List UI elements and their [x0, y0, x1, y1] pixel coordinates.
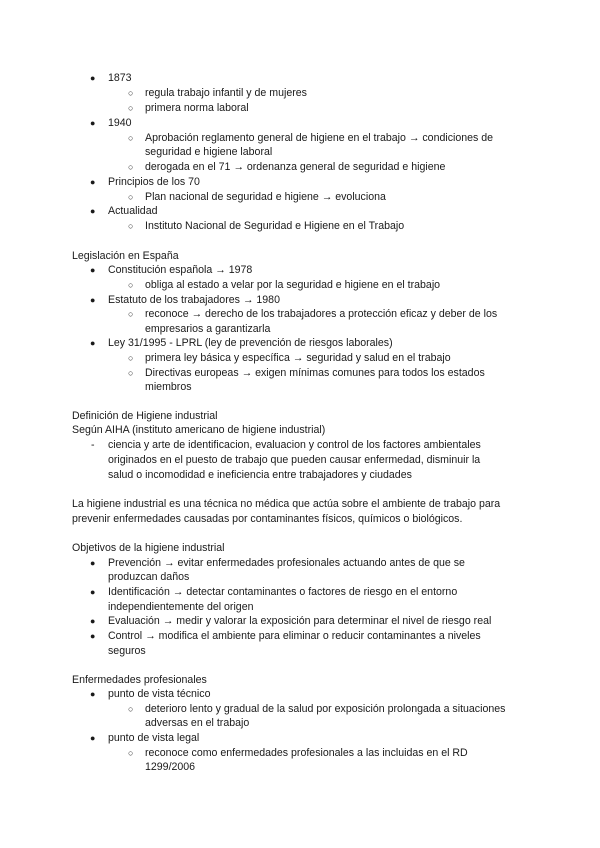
list-item: reconoce → derecho de los trabajadores a protección eficaz y deber de los	[145, 308, 498, 320]
list-item: 1299/2006	[145, 761, 196, 773]
bullet-icon: ●	[90, 689, 96, 699]
list-item: empresarios a garantizarla	[145, 323, 271, 335]
source-line: Según AIHA (instituto americano de higiene industrial)	[72, 424, 326, 436]
list-item: miembros	[145, 381, 192, 393]
list-item: Principios de los 70	[108, 176, 200, 188]
list-item: Aprobación reglamento general de higiene en el trabajo → condiciones de	[145, 132, 494, 144]
bullet-icon: ●	[90, 73, 96, 83]
list-item: originados en el puesto de trabajo que pueden causar enfermedad, disminuir la	[108, 454, 481, 466]
list-item: reconoce como enfermedades profesionales a las incluidas en el RD	[145, 747, 468, 759]
list-item: Prevención → evitar enfermedades profesionales actuando antes de que se	[108, 557, 465, 569]
list-item: Evaluación → medir y valorar la exposición para determinar el nivel de riesgo real	[108, 615, 492, 627]
list-item: punto de vista técnico	[108, 688, 211, 700]
list-item: primera ley básica y específica → seguridad y salud en el trabajo	[145, 352, 451, 364]
circle-bullet-icon: ○	[128, 309, 134, 319]
circle-bullet-icon: ○	[128, 88, 134, 98]
bullet-icon: ●	[90, 118, 96, 128]
list-item: Ley 31/1995 - LPRL (ley de prevención de riesgos laborales)	[108, 337, 393, 349]
bullet-icon: ●	[90, 631, 96, 641]
list-item: derogada en el 71 → ordenanza general de seguridad e higiene	[145, 161, 446, 173]
list-item: deterioro lento y gradual de la salud por exposición prolongada a situaciones	[145, 703, 506, 715]
section-title: Legislación en España	[72, 250, 179, 262]
bullet-icon: ●	[90, 587, 96, 597]
section-title: Objetivos de la higiene industrial	[72, 542, 225, 554]
bullet-icon: ●	[90, 295, 96, 305]
circle-bullet-icon: ○	[128, 221, 134, 231]
list-item: produzcan daños	[108, 571, 190, 583]
section-title: Definición de Higiene industrial	[72, 410, 218, 422]
section-title: Enfermedades profesionales	[72, 674, 207, 686]
bullet-icon: ●	[90, 558, 96, 568]
list-item: Identificación → detectar contaminantes o factores de riesgo en el entorno	[108, 586, 458, 598]
list-item: punto de vista legal	[108, 732, 200, 744]
circle-bullet-icon: ○	[128, 162, 134, 172]
circle-bullet-icon: ○	[128, 353, 134, 363]
list-item: obliga al estado a velar por la seguridad e higiene en el trabajo	[145, 279, 441, 291]
list-item: Estatuto de los trabajadores → 1980	[108, 294, 280, 306]
list-item: Plan nacional de seguridad e higiene → evoluciona	[145, 191, 386, 203]
circle-bullet-icon: ○	[128, 133, 134, 143]
paragraph-line: prevenir enfermedades causadas por contaminantes físicos, químicos o biológicos.	[72, 513, 463, 525]
bullet-icon: ●	[90, 733, 96, 743]
bullet-icon: ●	[90, 338, 96, 348]
circle-bullet-icon: ○	[128, 704, 134, 714]
bullet-icon: ●	[90, 616, 96, 626]
list-item: salud o incomodidad e ineficiencia entre trabajadores y ciudades	[108, 469, 412, 481]
list-item: Directivas europeas → exigen mínimas comunes para todos los estados	[145, 367, 485, 379]
list-item: Instituto Nacional de Seguridad e Higiene en el Trabajo	[145, 220, 405, 232]
bullet-icon: ●	[90, 206, 96, 216]
circle-bullet-icon: ○	[128, 103, 134, 113]
list-item: Actualidad	[108, 205, 158, 217]
list-item: Control → modifica el ambiente para eliminar o reducir contaminantes a niveles	[108, 630, 481, 642]
list-item: ciencia y arte de identificacion, evaluacion y control de los factores ambientales	[108, 439, 481, 451]
list-item: adversas en el trabajo	[145, 717, 250, 729]
circle-bullet-icon: ○	[128, 192, 134, 202]
list-item: independientemente del origen	[108, 601, 254, 613]
list-item: Constitución española → 1978	[108, 264, 253, 276]
list-item: seguros	[108, 645, 146, 657]
circle-bullet-icon: ○	[128, 748, 134, 758]
bullet-icon: ●	[90, 265, 96, 275]
list-item: 1940	[108, 117, 132, 129]
list-item: primera norma laboral	[145, 102, 249, 114]
paragraph-line: La higiene industrial es una técnica no médica que actúa sobre el ambiente de trabajo para	[72, 498, 501, 510]
bullet-icon: ●	[90, 177, 96, 187]
dash-marker: -	[91, 439, 95, 451]
circle-bullet-icon: ○	[128, 368, 134, 378]
list-item: seguridad e higiene laboral	[145, 146, 273, 158]
circle-bullet-icon: ○	[128, 280, 134, 290]
list-item: 1873	[108, 72, 132, 84]
list-item: regula trabajo infantil y de mujeres	[145, 87, 307, 99]
